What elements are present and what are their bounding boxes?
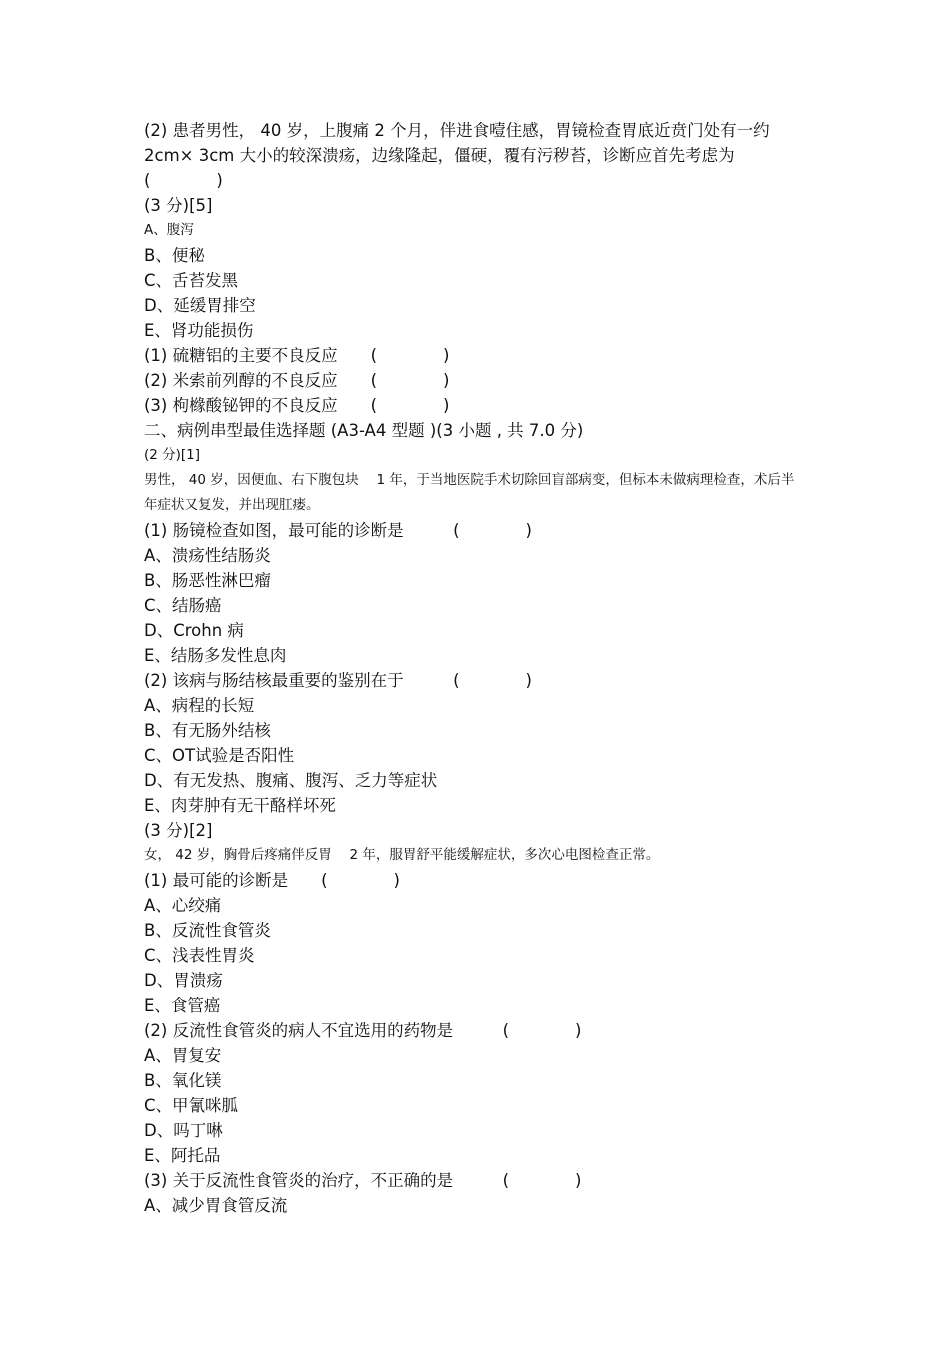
text-line: A、腹泻 — [144, 222, 194, 238]
text-line: (2) 患者男性， 40 岁，上腹痛 2 个月，伴进食噎住感，胃镜检查胃底近贲门处有一约 2cm× 3cm 大小的较深溃疡，边缘隆起，僵硬，覆有污秽苔，诊断应首先考虑为 ( ) — [144, 121, 770, 190]
text-line: (2) 米索前列醇的不良反应 ( ) — [144, 371, 450, 390]
text-line: (1) 硫糖铝的主要不良反应 ( ) — [144, 346, 450, 365]
text-line: B、肠恶性淋巴瘤 — [144, 571, 271, 590]
text-line: E、肾功能损伤 — [144, 321, 254, 340]
text-line: C、结肠癌 — [144, 596, 222, 615]
text-line: E、阿托品 — [144, 1146, 221, 1165]
text-line: C、OT试验是否阳性 — [144, 746, 295, 765]
text-line: E、肉芽肿有无干酪样坏死 — [144, 796, 336, 815]
text-line: (2) 该病与肠结核最重要的鉴别在于 ( ) — [144, 671, 532, 690]
text-line: C、甲氰咪胍 — [144, 1096, 239, 1115]
text-line: 男性， 40 岁，因便血、右下腹包块 1 年，于当地医院手术切除回盲部病变，但标本未做病理检查，术后半年症状又复发，并出现肛瘘。 — [144, 472, 795, 513]
text-line: B、便秘 — [144, 246, 205, 265]
text-line: D、Crohn 病 — [144, 621, 244, 640]
text-line: (3) 枸橼酸铋钾的不良反应 ( ) — [144, 396, 450, 415]
text-line: D、延缓胃排空 — [144, 296, 256, 315]
text-line: (3 分)[5] — [144, 196, 213, 215]
text-line: D、有无发热、腹痛、腹泻、乏力等症状 — [144, 771, 438, 790]
text-line: (2) 反流性食管炎的病人不宜选用的药物是 ( ) — [144, 1021, 582, 1040]
text-line: E、结肠多发性息肉 — [144, 646, 287, 665]
text-line: E、食管癌 — [144, 996, 221, 1015]
text-line: D、胃溃疡 — [144, 971, 223, 990]
text-line: (1) 肠镜检查如图，最可能的诊断是 ( ) — [144, 521, 532, 540]
text-line: (3) 关于反流性食管炎的治疗，不正确的是 ( ) — [144, 1171, 582, 1190]
text-line: (1) 最可能的诊断是 ( ) — [144, 871, 400, 890]
text-line: A、胃复安 — [144, 1046, 222, 1065]
text-line: A、溃疡性结肠炎 — [144, 546, 271, 565]
text-line: A、病程的长短 — [144, 696, 255, 715]
text-line: C、舌苔发黑 — [144, 271, 239, 290]
question-text-block — [144, 118, 804, 1218]
text-line: 二、病例串型最佳选择题 (A3-A4 型题 )(3 小题 , 共 7.0 分) — [144, 421, 584, 440]
text-line: A、减少胃食管反流 — [144, 1196, 288, 1215]
text-line: D、吗丁啉 — [144, 1121, 223, 1140]
text-line: (2 分)[1] — [144, 447, 201, 463]
text-line: B、有无肠外结核 — [144, 721, 271, 740]
text-line: B、氧化镁 — [144, 1071, 222, 1090]
text-line: B、反流性食管炎 — [144, 921, 271, 940]
text-line: (3 分)[2] — [144, 821, 213, 840]
text-line: A、心绞痛 — [144, 896, 222, 915]
text-line: C、浅表性胃炎 — [144, 946, 255, 965]
text-line: 女， 42 岁，胸骨后疼痛伴反胃 2 年，服胃舒平能缓解症状，多次心电图检查正常。 — [144, 847, 660, 863]
